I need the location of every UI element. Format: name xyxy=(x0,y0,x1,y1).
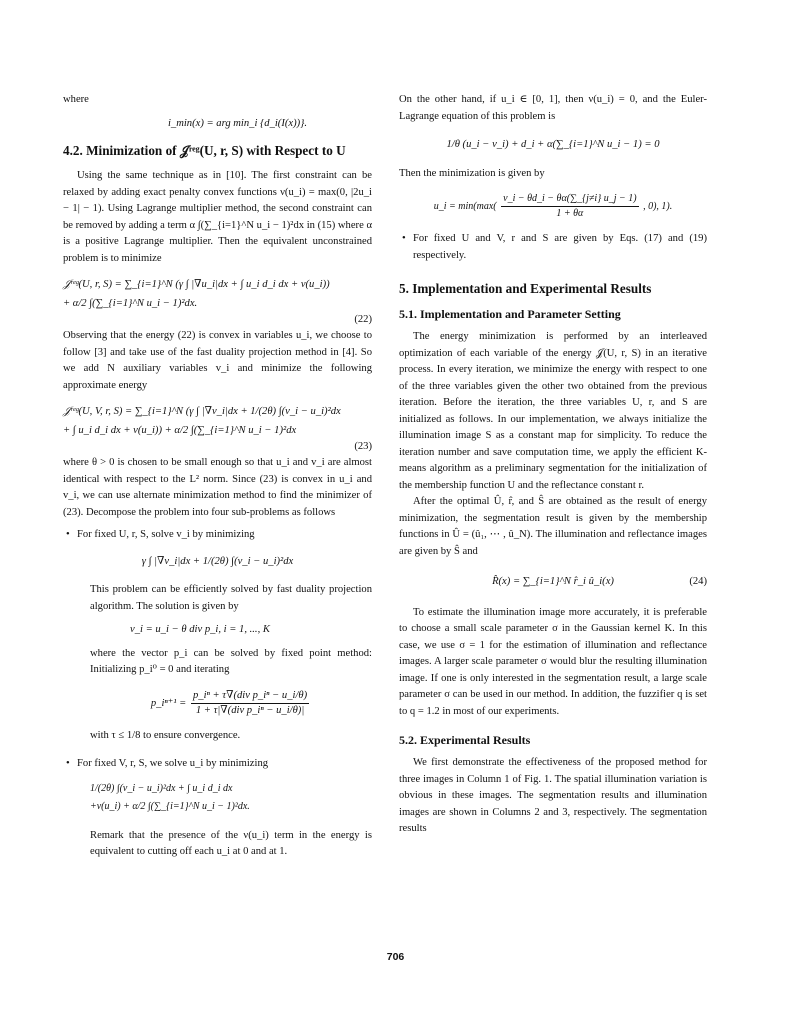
equation-22-line2: + α/2 ∫(∑_{i=1}^N u_i − 1)²dx. xyxy=(63,297,198,309)
equation-bullet2-line1: 1/(2θ) ∫(v_i − u_i)²dx + ∫ u_i d_i dx xyxy=(90,782,233,794)
paragraph: Remark that the presence of the ν(u_i) term in the energy is equivalent to cutting off each u_i at 0 and at 1. xyxy=(90,829,372,857)
equation-bullet1: γ ∫ |∇v_i|dx + 1/(2θ) ∫(v_i − u_i)²dx xyxy=(141,555,294,567)
paragraph: After the optimal Û, r̂, and Ŝ are obtained as the result of energy minimization, the segmentation result is given by the membership functions in Û = (û₁, ⋯ , û_N). The illumination and reflectance images are given by Ŝ and xyxy=(399,496,707,557)
fraction-denominator: 1 + τ|∇(div p_iⁿ − u_i/θ)| xyxy=(195,704,305,716)
bullet-icon: • xyxy=(66,529,70,540)
equation-22-number-row xyxy=(63,312,372,328)
fraction xyxy=(191,689,309,718)
fraction-numerator: v_i − θd_i − θα(∑_{j≠i} u_j − 1) xyxy=(501,192,638,207)
equation-bullet2-line2: +ν(u_i) + α/2 ∫(∑_{i=1}^N u_i − 1)²dx. xyxy=(90,801,250,812)
paragraph: To estimate the illumination image more accurately, it is preferable to choose a small scale parameter σ in the Gaussian kernel K. In this case, we use σ = 1 for the estimation of illumination and reflectance images. A larger scale parameter σ would blur the resulting illumination image. If one is only interested in the segmentation result, a large scale parameter σ can be used in our method. In addition, the fuzzifier q is set to q = 1.2 in most of our experiments. xyxy=(399,606,707,717)
equation-rhs: , 0), 1). xyxy=(643,200,673,212)
bullet-icon: • xyxy=(402,233,406,244)
section-heading-5: 5. Implementation and Experimental Results xyxy=(399,281,652,296)
bullet-item xyxy=(63,527,372,544)
equation-22-line1: 𝒥ʳᵉᵍ(U, r, S) = ∑_{i=1}^N (γ ∫ |∇u_i|dx + ∫ u_i d_i dx + ν(u_i)) xyxy=(63,279,330,290)
fraction-denominator: 1 + θα xyxy=(556,208,584,219)
bullet-text: For fixed U, r, S, solve v_i by minimizing xyxy=(77,529,255,540)
bullet-text: For fixed U and V, r and S are given by Eqs. (17) and (19) respectively. xyxy=(413,233,707,261)
paragraph: The energy minimization is performed by an interleaved optimization of each variable of the energy 𝒥(U, r, S) in an iterative process. In every iteration, we minimize the energy with respect to one of the three variables given the other two obtained from the previous iteration. Before the iteration, the three variables U, r, and S are initialized as follows. In our implementation, we always initialize the illumination image S as a constant map for simplicity. To reduce the iteration number and save computation time, we apply the efficient K-means algorithm as a preliminary segmentation for the initialization of the membership function U and the reflectance constant r. xyxy=(399,331,707,491)
paragraph: We first demonstrate the effectiveness of the proposed method for three images in Column 1 of Fig. 1. The spatial illumination variation is obvious in these images. The segmentation results and illumination images are shown in Columns 2 and 3, respectively. The segmentation results xyxy=(399,757,707,834)
section-heading-4-2: 4.2. Minimization of 𝒥ʳᵉᵍ(U, r, S) with Respect to U xyxy=(63,143,346,158)
paragraph: This problem can be efficiently solved by fast duality projection algorithm. The solution is given by xyxy=(90,584,372,612)
equation-lhs: p_iⁿ⁺¹ = xyxy=(150,697,187,709)
equation-24: R̂(x) = ∑_{i=1}^N r̂_i û_i(x) xyxy=(492,576,614,587)
page-number: 706 xyxy=(386,951,405,963)
equation-p-update xyxy=(90,689,372,718)
paragraph: where θ > 0 is chosen to be small enough so that u_i and v_i are almost identical with respect to the L² norm. Since (23) is convex in u_i and v_i, we can use alternate minimization method to find the minimizer of (23). Decompose the problem into four sub-problems as follows xyxy=(63,457,372,518)
bullet-text: For fixed V, r, S, we solve u_i by minimizing xyxy=(77,758,269,769)
imin-equation: i_min(x) = arg min_i {d_i(I(x))}. xyxy=(167,117,308,129)
left-column xyxy=(63,92,372,861)
paragraph: On the other hand, if u_i ∈ [0, 1], then ν(u_i) = 0, and the Euler-Lagrange equation of this problem is xyxy=(399,94,707,122)
section-heading-5-2: 5.2. Experimental Results xyxy=(399,733,531,747)
equation-23-line1: 𝒥ʳᵉᵍ(U, V, r, S) = ∑_{i=1}^N (γ ∫ |∇v_i|dx + 1/(2θ) ∫(v_i − u_i)²dx xyxy=(63,406,341,417)
equation-ui-update xyxy=(399,192,707,221)
paragraph: Then the minimization is given by xyxy=(399,167,545,179)
fraction xyxy=(501,192,638,221)
bullet-icon: • xyxy=(66,758,70,769)
equation-number: (24) xyxy=(689,576,707,587)
equation-number: (22) xyxy=(354,314,372,325)
right-column xyxy=(399,92,707,838)
paragraph: where the vector p_i can be solved by fixed point method: Initializing p_i⁰ = 0 and iterating xyxy=(90,647,372,675)
equation-vi: v_i = u_i − θ div p_i, i = 1, ..., K xyxy=(130,624,270,635)
paragraph: Observing that the energy (22) is convex in variables u_i, we choose to follow [3] and take use of the fast duality projection method in [4]. So we add N auxiliary variables v_i and minimize the following approximate energy xyxy=(63,330,372,391)
equation-24-row xyxy=(399,574,707,591)
section-heading-5-1: 5.1. Implementation and Parameter Setting xyxy=(399,307,621,321)
fraction-numerator: p_iⁿ + τ∇(div p_iⁿ − u_i/θ) xyxy=(191,689,309,704)
where-text: where xyxy=(63,94,89,105)
bullet-item xyxy=(63,756,372,773)
equation-23-number-row xyxy=(63,439,372,455)
bullet-item xyxy=(399,231,707,264)
paragraph: with τ ≤ 1/8 to ensure convergence. xyxy=(90,729,241,741)
equation-23-line2: + ∫ u_i d_i dx + ν(u_i)) + α/2 ∫(∑_{i=1}^N u_i − 1)²dx xyxy=(63,424,297,436)
equation-lhs: u_i = min(max( xyxy=(433,200,497,212)
euler-lagrange-equation: 1/θ (u_i − v_i) + d_i + α(∑_{i=1}^N u_i − 1) = 0 xyxy=(446,139,660,150)
paragraph: Using the same technique as in [10]. The first constraint can be relaxed by adding exact penalty convex functions ν(u_i) = max(0, |2u_i − 1| − 1). Using Lagrange multiplier method, the second constraint can be removed by adding a term α ∫(∑_{i=1}^N u_i − 1)²dx in (15) where α is a positive Lagrange multiplier. Then the equivalent unconstrained problem is to minimize xyxy=(63,170,372,264)
equation-number: (23) xyxy=(354,441,372,452)
